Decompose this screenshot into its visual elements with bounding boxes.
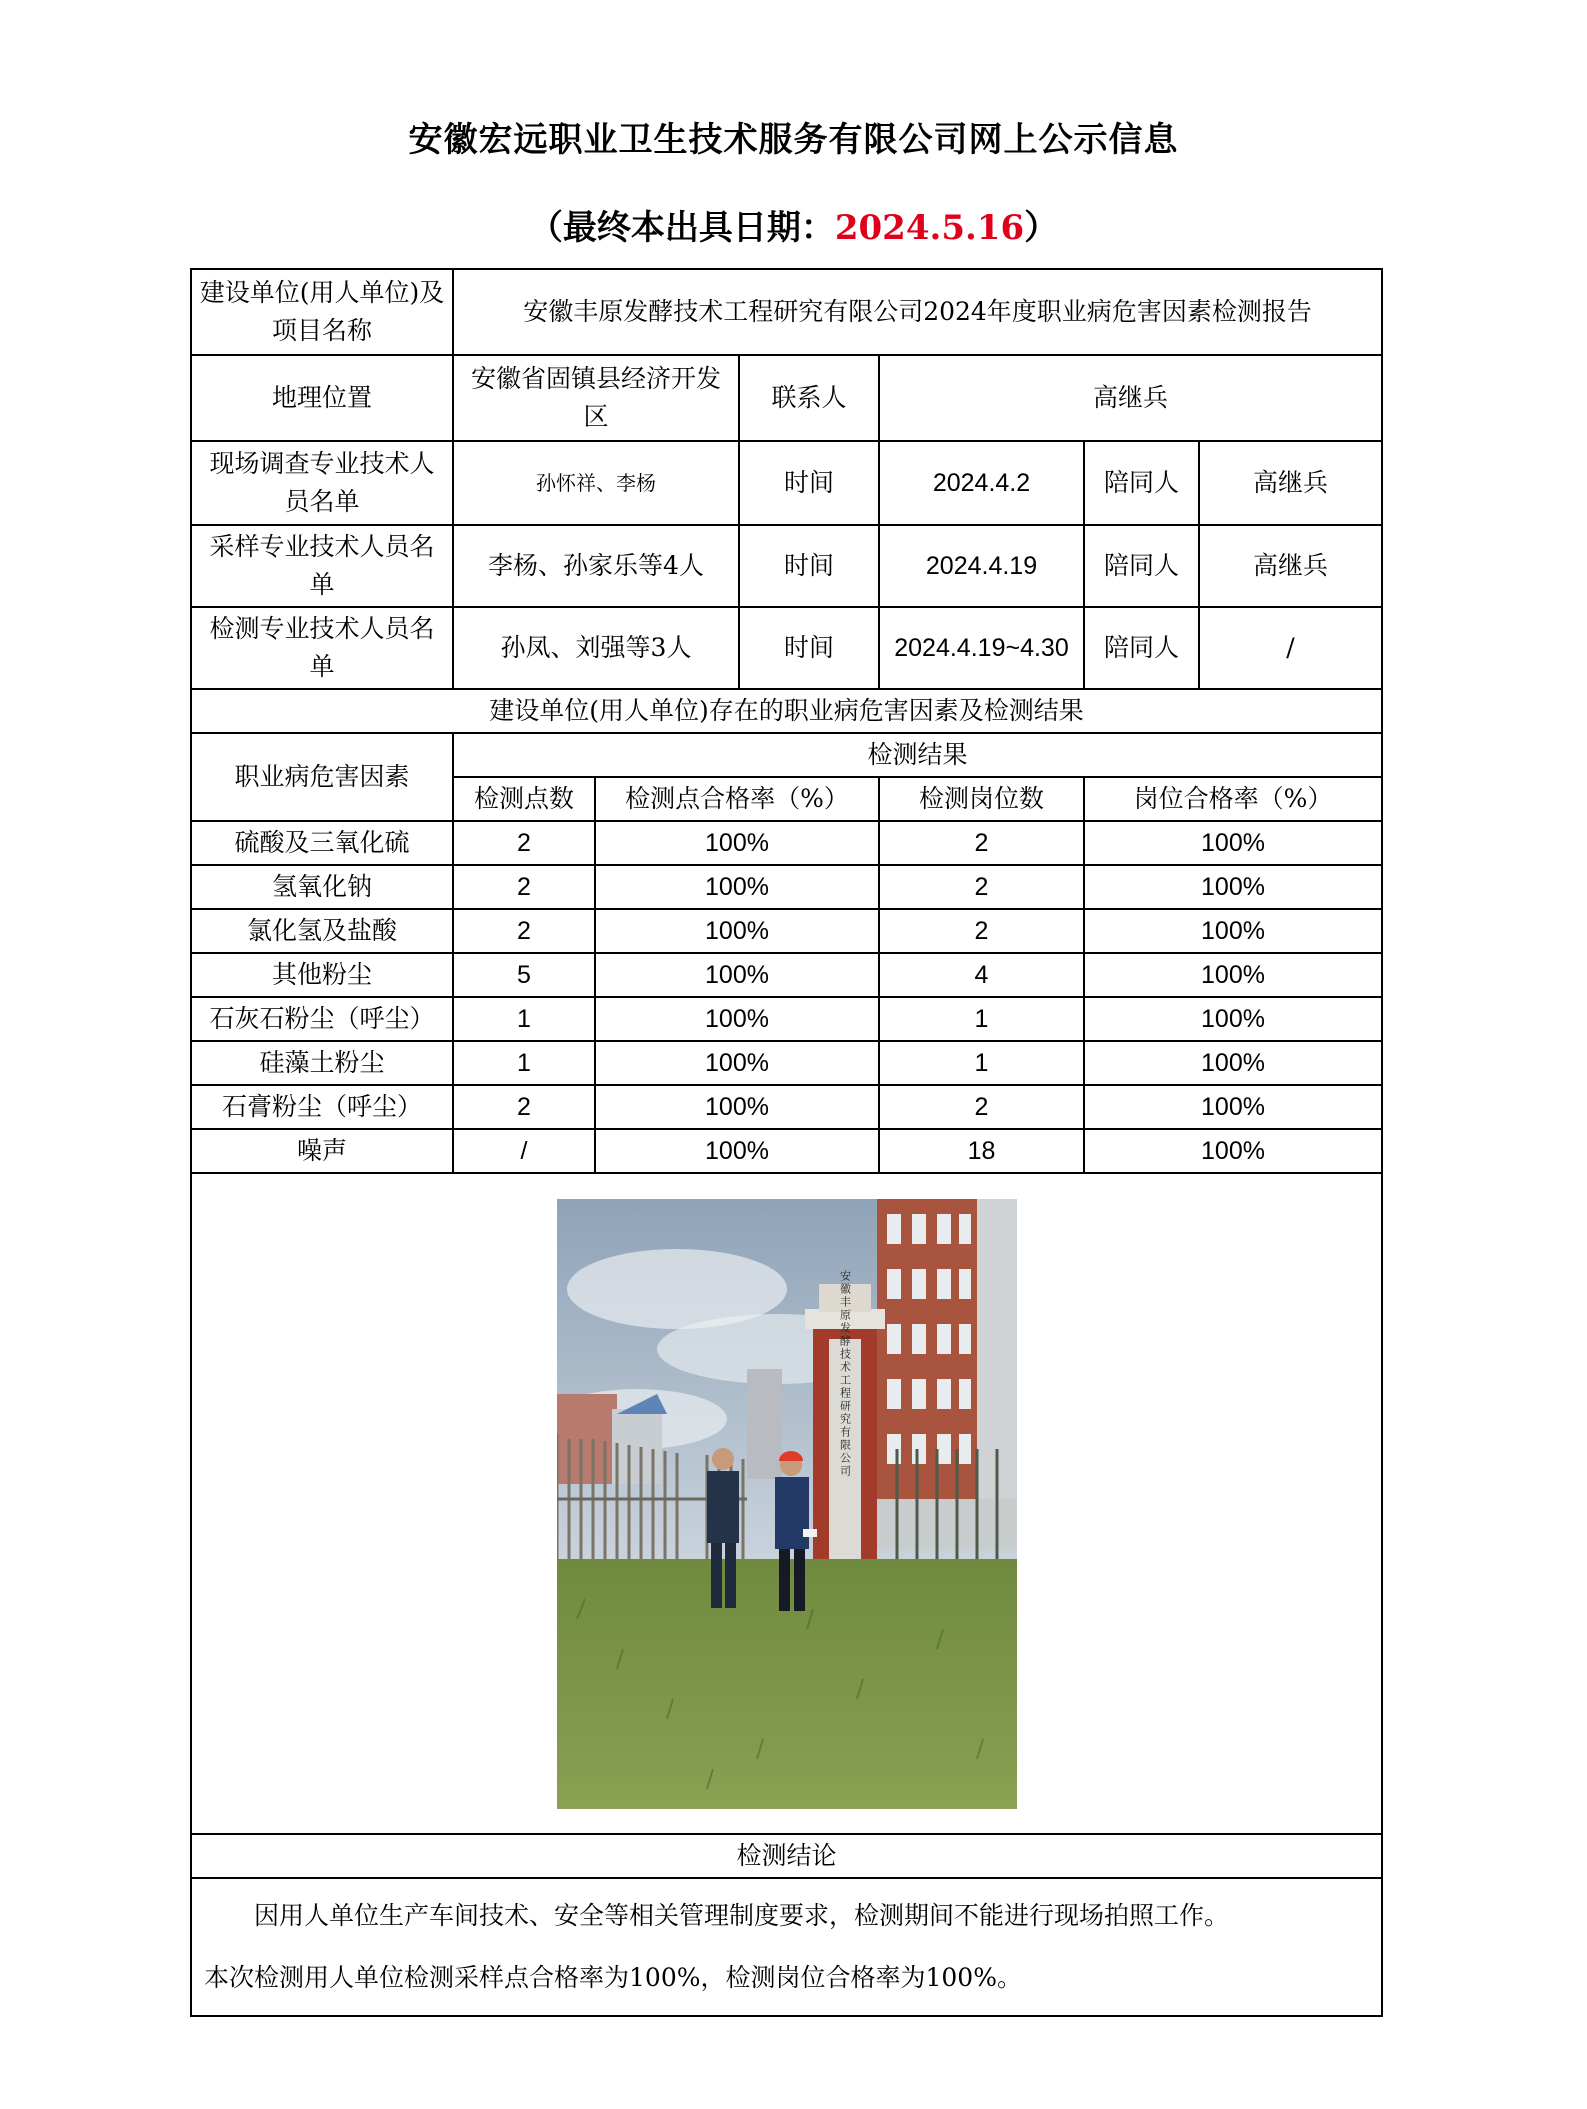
factor-cell: 石灰石粉尘（呼尘） bbox=[191, 997, 453, 1041]
info-table bbox=[190, 268, 1383, 2017]
sampling-value: 李杨、孙家乐等4人 bbox=[453, 525, 739, 607]
factor-cell: 氢氧化钠 bbox=[191, 865, 453, 909]
points-cell: / bbox=[453, 1129, 595, 1173]
survey-time-label: 时间 bbox=[739, 441, 879, 525]
conclusion-paragraph-2: 本次检测用人单位检测采样点合格率为100%，检测岗位合格率为100%。 bbox=[204, 1963, 1022, 1992]
table-row bbox=[191, 997, 1382, 1041]
location-value: 安徽省固镇县经济开发区 bbox=[453, 355, 739, 441]
project-value: 安徽丰原发酵技术工程研究有限公司2024年度职业病危害因素检测报告 bbox=[453, 269, 1382, 355]
points-cell: 2 bbox=[453, 1085, 595, 1129]
post-rate-cell: 100% bbox=[1084, 997, 1382, 1041]
issue-date: 2024.5.16 bbox=[834, 208, 1025, 248]
conclusion-paragraph-1: 因用人单位生产车间技术、安全等相关管理制度要求，检测期间不能进行现场拍照工作。 bbox=[254, 1901, 1230, 1930]
result-header: 检测结果 bbox=[453, 733, 1382, 777]
project-label: 建设单位(用人单位)及项目名称 bbox=[191, 269, 453, 355]
post-rate-cell: 100% bbox=[1084, 909, 1382, 953]
sampling-escort-label: 陪同人 bbox=[1084, 525, 1199, 607]
col-header-point-rate: 检测点合格率（%） bbox=[595, 777, 879, 821]
post-rate-cell: 100% bbox=[1084, 865, 1382, 909]
factor-cell: 氯化氢及盐酸 bbox=[191, 909, 453, 953]
posts-cell: 2 bbox=[879, 1085, 1084, 1129]
contact-value: 高继兵 bbox=[879, 355, 1382, 441]
post-rate-cell: 100% bbox=[1084, 1041, 1382, 1085]
factor-cell: 硫酸及三氧化硫 bbox=[191, 821, 453, 865]
sampling-time-label: 时间 bbox=[739, 525, 879, 607]
location-label: 地理位置 bbox=[191, 355, 453, 441]
testing-escort-label: 陪同人 bbox=[1084, 607, 1199, 689]
testing-label: 检测专业技术人员名单 bbox=[191, 607, 453, 689]
point-rate-cell: 100% bbox=[595, 821, 879, 865]
points-cell: 2 bbox=[453, 821, 595, 865]
post-rate-cell: 100% bbox=[1084, 1085, 1382, 1129]
survey-time-value: 2024.4.2 bbox=[879, 441, 1084, 525]
post-rate-cell: 100% bbox=[1084, 821, 1382, 865]
point-rate-cell: 100% bbox=[595, 953, 879, 997]
post-rate-cell: 100% bbox=[1084, 953, 1382, 997]
factor-header: 职业病危害因素 bbox=[191, 733, 453, 821]
col-header-posts: 检测岗位数 bbox=[879, 777, 1084, 821]
contact-label: 联系人 bbox=[739, 355, 879, 441]
results-section-title: 建设单位(用人单位)存在的职业病危害因素及检测结果 bbox=[191, 689, 1382, 733]
issue-date-prefix: （最终本出具日期： bbox=[528, 208, 835, 248]
sampling-time-value: 2024.4.19 bbox=[879, 525, 1084, 607]
sign-text: 安徽丰原发酵技术工程研究有限公司 bbox=[838, 1269, 851, 1478]
posts-cell: 18 bbox=[879, 1129, 1084, 1173]
factor-cell: 石膏粉尘（呼尘） bbox=[191, 1085, 453, 1129]
table-row bbox=[191, 909, 1382, 953]
testing-time-label: 时间 bbox=[739, 607, 879, 689]
conclusion-body bbox=[191, 1878, 1382, 2016]
page-title: 安徽宏远职业卫生技术服务有限公司网上公示信息 bbox=[408, 120, 1179, 160]
table-row bbox=[191, 821, 1382, 865]
posts-cell: 2 bbox=[879, 865, 1084, 909]
posts-cell: 4 bbox=[879, 953, 1084, 997]
survey-escort-value: 高继兵 bbox=[1199, 441, 1382, 525]
col-header-points: 检测点数 bbox=[453, 777, 595, 821]
posts-cell: 1 bbox=[879, 1041, 1084, 1085]
points-cell: 5 bbox=[453, 953, 595, 997]
site-photo bbox=[557, 1199, 1017, 1809]
posts-cell: 2 bbox=[879, 821, 1084, 865]
table-row bbox=[191, 953, 1382, 997]
sampling-escort-value: 高继兵 bbox=[1199, 525, 1382, 607]
table-row bbox=[191, 1085, 1382, 1129]
factor-cell: 噪声 bbox=[191, 1129, 453, 1173]
testing-value: 孙凤、刘强等3人 bbox=[453, 607, 739, 689]
points-cell: 2 bbox=[453, 865, 595, 909]
issue-date-line bbox=[0, 200, 1587, 249]
point-rate-cell: 100% bbox=[595, 997, 879, 1041]
point-rate-cell: 100% bbox=[595, 909, 879, 953]
point-rate-cell: 100% bbox=[595, 1041, 879, 1085]
point-rate-cell: 100% bbox=[595, 1129, 879, 1173]
point-rate-cell: 100% bbox=[595, 1085, 879, 1129]
issue-date-suffix: ） bbox=[1024, 208, 1059, 248]
sampling-label: 采样专业技术人员名单 bbox=[191, 525, 453, 607]
conclusion-title: 检测结论 bbox=[191, 1834, 1382, 1878]
survey-escort-label: 陪同人 bbox=[1084, 441, 1199, 525]
table-row bbox=[191, 1041, 1382, 1085]
table-row bbox=[191, 865, 1382, 909]
photo-cell bbox=[191, 1173, 1382, 1834]
points-cell: 1 bbox=[453, 1041, 595, 1085]
posts-cell: 2 bbox=[879, 909, 1084, 953]
point-rate-cell: 100% bbox=[595, 865, 879, 909]
factor-cell: 硅藻土粉尘 bbox=[191, 1041, 453, 1085]
col-header-post-rate: 岗位合格率（%） bbox=[1084, 777, 1382, 821]
points-cell: 2 bbox=[453, 909, 595, 953]
post-rate-cell: 100% bbox=[1084, 1129, 1382, 1173]
survey-value: 孙怀祥、李杨 bbox=[453, 441, 739, 525]
table-row bbox=[191, 1129, 1382, 1173]
posts-cell: 1 bbox=[879, 997, 1084, 1041]
points-cell: 1 bbox=[453, 997, 595, 1041]
survey-label: 现场调查专业技术人员名单 bbox=[191, 441, 453, 525]
testing-escort-value: / bbox=[1199, 607, 1382, 689]
factor-cell: 其他粉尘 bbox=[191, 953, 453, 997]
site-photo-drawing bbox=[557, 1199, 1017, 1809]
testing-time-value: 2024.4.19~4.30 bbox=[879, 607, 1084, 689]
